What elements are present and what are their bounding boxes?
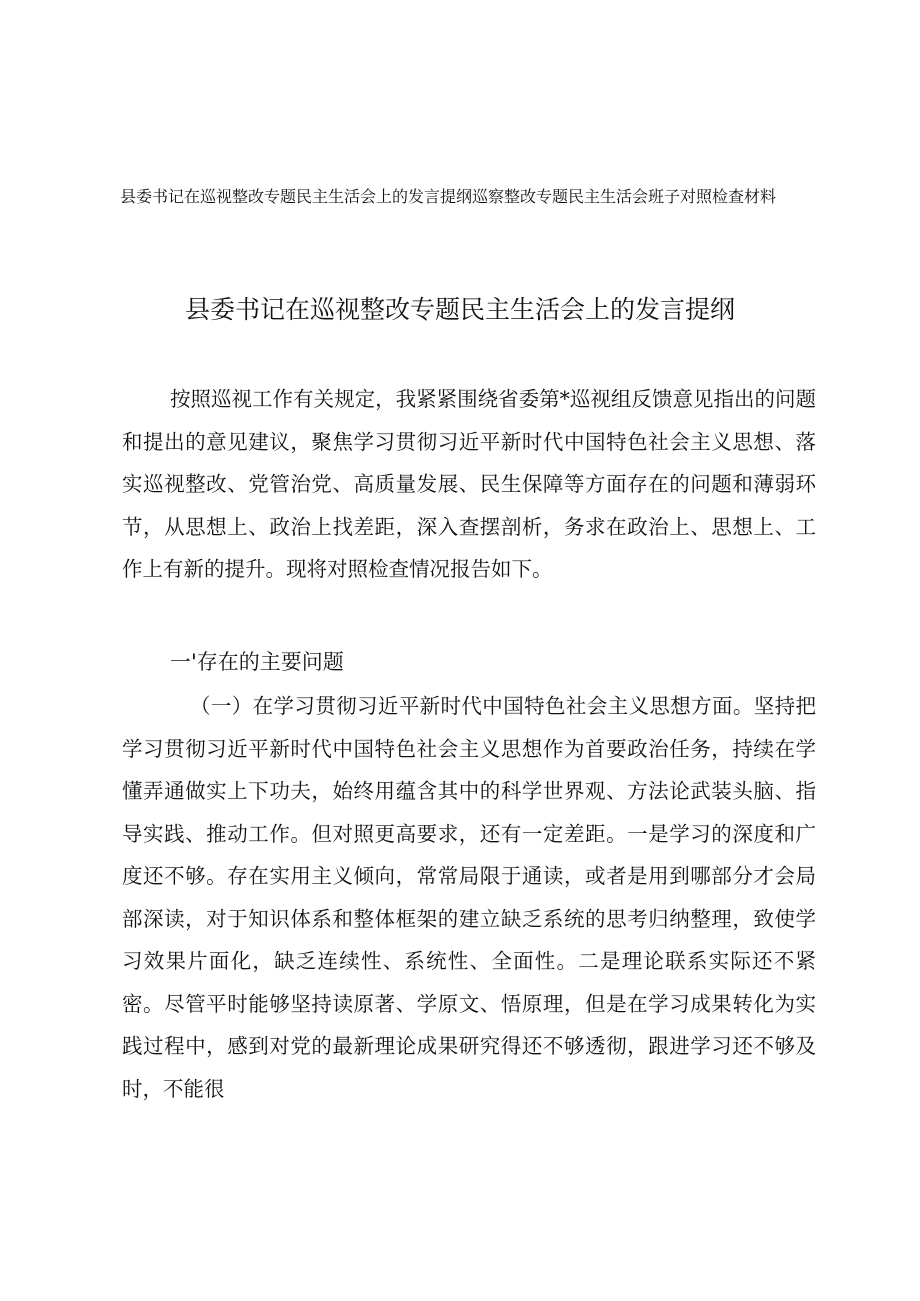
document-header-line: 县委书记在巡视整改专题民主生活会上的发言提纲巡察整改专题民主生活会班子对照检查材料	[120, 187, 777, 206]
subsection-paragraph	[122, 685, 816, 1110]
subsection-body: 坚持把学习贯彻习近平新时代中国特色社会主义思想作为首要政治任务，持续在学懂弄通做实上下功夫，始终用蕴含其中的科学世界观、方法论武装头脑、指导实践、推动工作。但对照更高要求，还有一定差距。一是学习的深度和广度还不够。存在实用主义倾向，常常局限于通读，或者是用到哪部分才会局部深读，对于知识体系和整体框架的建立缺乏系统的思考归纳整理，致使学习效果片面化，缺乏连续性、系统性、全面性。二是理论联系实际还不紧密。尽管平时能够坚持读原著、学原文、悟原理，但是在学习成果转化为实践过程中，感到对党的最新理论成果研究得还不够透彻，跟进学习还不够及时，不能很	[122, 694, 817, 1101]
intro-paragraph: 按照巡视工作有关规定，我紧紧围绕省委第*巡视组反馈意见指出的问题和提出的意见建议，聚焦学习贯彻习近平新时代中国特色社会主义思想、落实巡视整改、党管治党、高质量发展、民生保障等方面存在的问题和薄弱环节，从思想上、政治上找差距，深入查摆剖析，务求在政治上、思想上、工作上有新的提升。现将对照检查情况报告如下。	[122, 387, 816, 581]
subsection-label: （一）在学习贯彻习近平新时代中国特色社会主义思想方面。	[190, 694, 754, 718]
section-heading: 一'存在的主要问题	[170, 650, 344, 674]
document-title: 县委书记在巡视整改专题民主生活会上的发言提纲	[184, 295, 735, 324]
